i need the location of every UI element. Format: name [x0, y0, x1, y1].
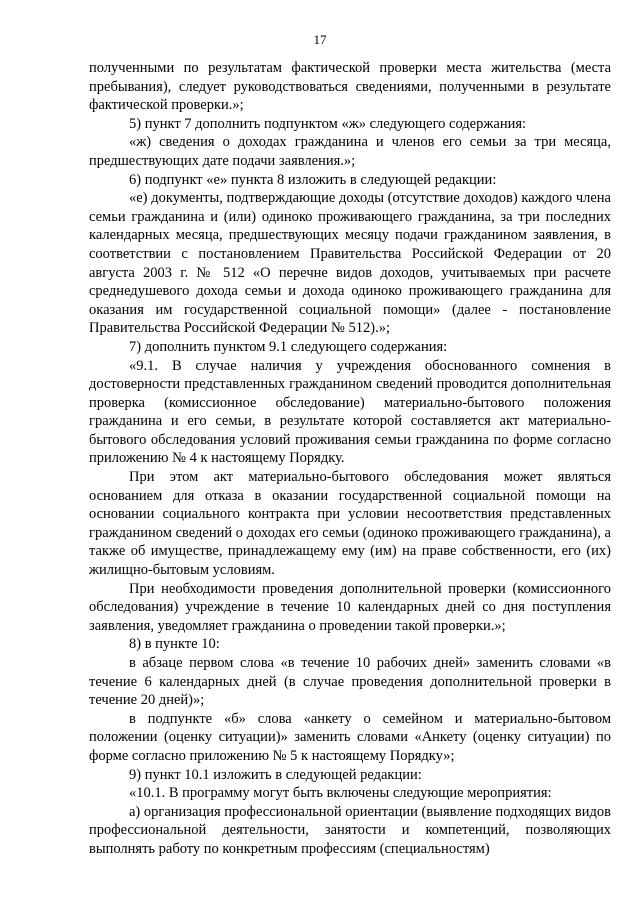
paragraph: а) организация профессиональной ориентации (выявление подходящих видов профессиональной деятельности, занятости и компетенций, позволяющих выполнять работу по конкретным профессиям (специальностям) [89, 803, 611, 857]
paragraph: 9) пункт 10.1 изложить в следующей редакции: [129, 766, 422, 783]
page-number: 17 [313, 32, 327, 47]
paragraph: «ж) сведения о доходах гражданина и членов его семьи за три месяца, предшествующих дате подачи заявления.»; [89, 134, 611, 169]
paragraph: «9.1. В случае наличия у учреждения обоснованного сомнения в достоверности представленных гражданином сведений проводится дополнительная проверка (комиссионное обследование) материально-бытового положения гражданина и его семьи, в результате которой составляется акт материально-бытового обследования условий проживания семьи гражданина по форме согласно приложению № 4 к настоящему Порядку. [89, 357, 611, 467]
paragraph: в абзаце первом слова «в течение 10 рабочих дней» заменить словами «в течение 6 календарных дней (в случае проведения дополнительной проверки в течение 20 дней)»; [89, 655, 611, 709]
paragraph: «е) документы, подтверждающие доходы (отсутствие доходов) каждого члена семьи гражданина и (или) одиноко проживающего гражданина, за три последних календарных месяца, предшествующих месяцу подачи гражданином заявления, в соответствии с постановлением Правительства Российской Федерации от 20 августа 2003 г. № 512 «О перечне видов доходов, учитываемых при расчете среднедушевого дохода семьи и дохода одиноко проживающего гражданина для оказания им государственной социальной помощи» (далее - постановление Правительства Российской Федерации № 512).»; [89, 190, 611, 337]
paragraph: При необходимости проведения дополнительной проверки (комиссионного обследования) учреждение в течение 10 календарных дней со дня поступления заявления, уведомляет гражданина о проведении такой проверки.»; [89, 580, 611, 634]
paragraph: «10.1. В программу могут быть включены следующие мероприятия: [129, 785, 552, 802]
paragraph: При этом акт материально-бытового обследования может являться основанием для отказа в оказании государственной социальной помощи на основании социального контракта при условии несоответствия представленных гражданином сведений о доходах его семьи (одиноко проживающего гражданина), а также об имуществе, принадлежащему ему (им) на праве собственности, его (их) жилищно-бытовым условиям. [89, 469, 611, 579]
paragraph: полученными по результатам фактической проверки места жительства (места пребывания), следует руководствоваться сведениями, полученными в результате фактической проверки.»; [89, 60, 611, 114]
paragraph: 5) пункт 7 дополнить подпунктом «ж» следующего содержания: [129, 115, 527, 132]
paragraph: 6) подпункт «е» пункта 8 изложить в следующей редакции: [129, 171, 497, 188]
paragraph: в подпункте «б» слова «анкету о семейном и материально-бытовом положении (оценку ситуации)» заменить словами «Анкету (оценку ситуации) по форме согласно приложению № 5 к настоящему Порядку»; [89, 710, 611, 764]
paragraph: 8) в пункте 10: [129, 636, 220, 653]
paragraph: 7) дополнить пунктом 9.1 следующего содержания: [129, 338, 448, 355]
document-body [89, 59, 611, 859]
